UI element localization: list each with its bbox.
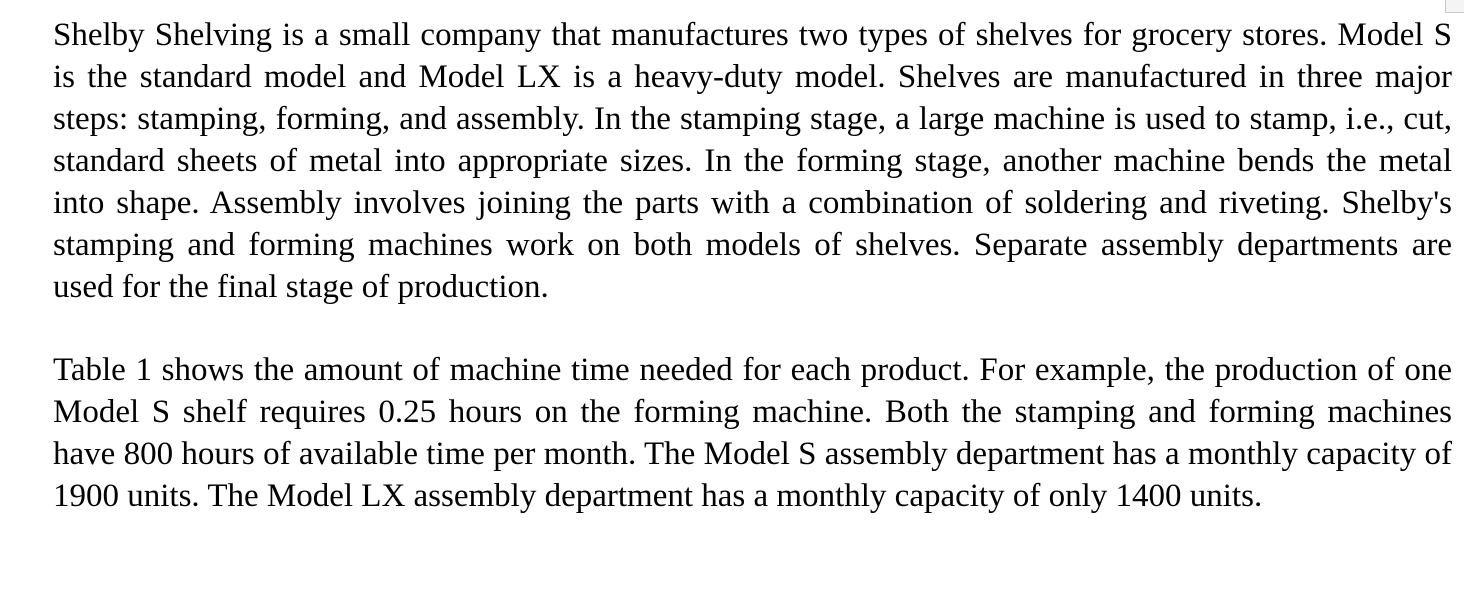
scrollbar-corner bbox=[1445, 0, 1464, 13]
paragraph-table-description: Table 1 shows the amount of machine time needed for each product. For example, the production of one Model S shelf requires 0.25 hours on the forming machine. Both the stamping and forming machines have 800 hours of available time per month. The Model S assembly department has a monthly capacity of 1900 units. The Model LX assembly department has a monthly capacity of only 1400 units. bbox=[53, 352, 1452, 514]
paragraph-intro: Shelby Shelving is a small company that manufactures two types of shelves for grocery stores. Model S is the standard model and Model LX is a heavy-duty model. Shelves are manufactured in three major steps: stamping, forming, and assembly. In the stamping stage, a large machine is used to stamp, i.e., cut, standard sheets of metal into appropriate sizes. In the forming stage, another machine bends the metal into shape. Assembly involves joining the parts with a combination of soldering and riveting. Shelby's stamping and forming machines work on both models of shelves. Separate assembly departments are used for the final stage of production. bbox=[53, 17, 1452, 305]
document-body bbox=[53, 14, 1452, 517]
